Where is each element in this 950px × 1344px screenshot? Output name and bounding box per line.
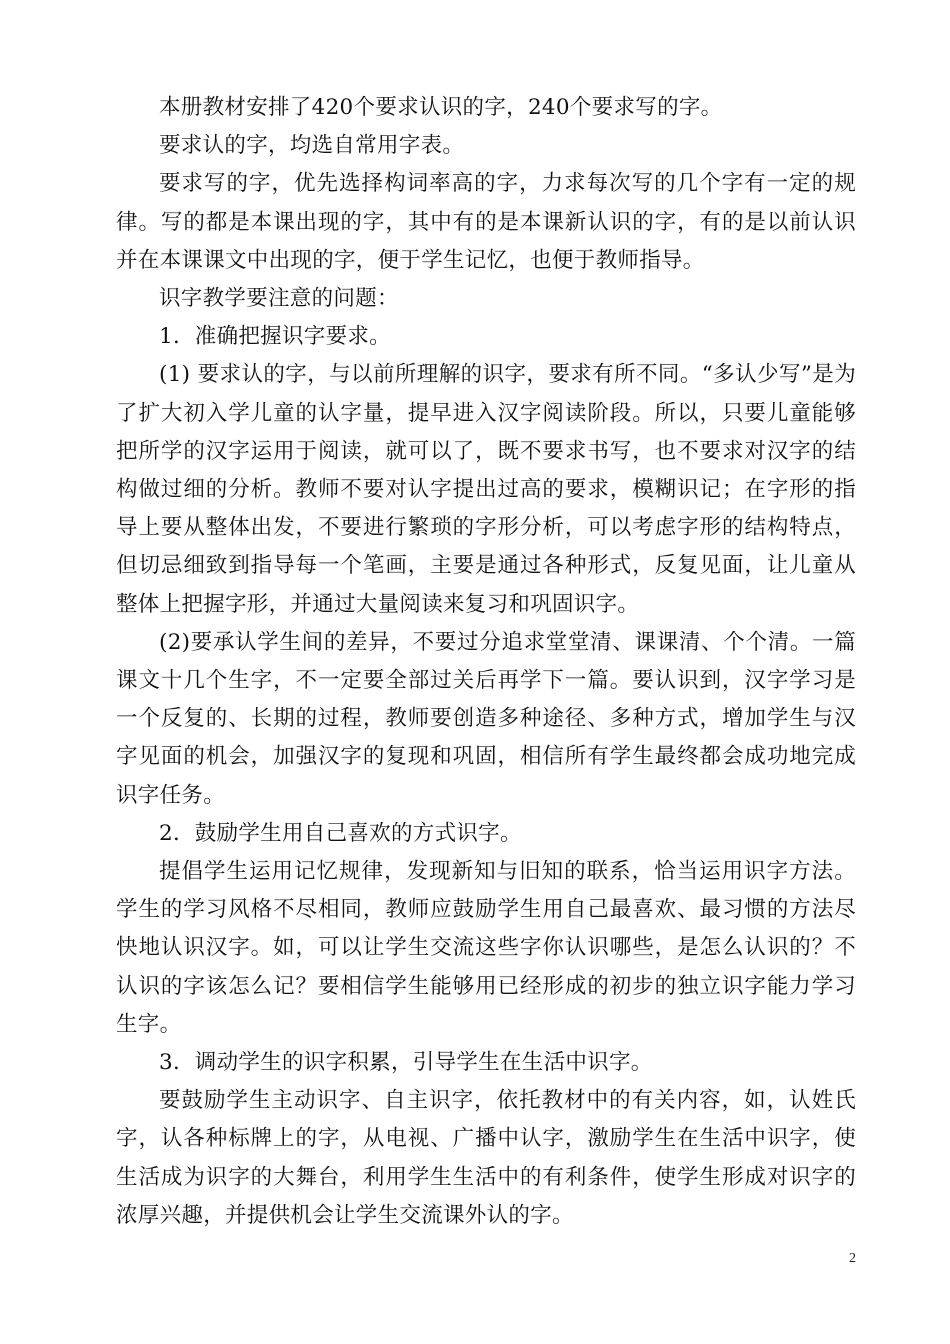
paragraph-writing-selection: 要求写的字，优先选择构词率高的字，力求每次写的几个字有一定的规律。写的都是本课出现的字，其中有的是本课新认识的字，有的是以前认识并在本课课文中出现的字，便于学生记忆，也便于教师指导。 (116, 171, 856, 273)
paragraph-point-2-heading: 2．鼓励学生用自己喜欢的方式识字。 (159, 820, 522, 846)
paragraph-point-2-body: 提倡学生运用记忆规律，发现新知与旧知的联系，恰当运用识字方法。学生的学习风格不尽相同，教师应鼓励学生用自己最喜欢、最习惯的方法尽快地认识汉字。如，可以让学生交流这些字你认识哪些，是怎么认识的？不认识的字该怎么记？要相信学生能够用已经形成的初步的独立识字能力学习生字。 (116, 859, 856, 1037)
paragraph-point-1-sub-1: (1) 要求认的字，与以前所理解的识字，要求有所不同。“多认少写”是为了扩大初入学儿童的认字量，提早进入汉字阅读阶段。所以，只要儿童能够把所学的汉字运用于阅读，就可以了，既不要求书写，也不要求对汉字的结构做过细的分析。教师不要对认字提出过高的要求，模糊识记；在字形的指导上要从整体出发，不要进行繁琐的字形分析，可以考虑字形的结构特点，但切忌细致到指导每一个笔画，主要是通过各种形式，反复见面，让儿童从整体上把握字形，并通过大量阅读来复习和巩固识字。 (116, 362, 856, 617)
document-body (116, 89, 856, 1235)
paragraph-point-1-heading: 1．准确把握识字要求。 (159, 324, 391, 350)
page-number: 2 (849, 1251, 856, 1266)
paragraph-recognition-source: 要求认的字，均选自常用字表。 (159, 133, 465, 159)
paragraph-point-1-sub-2: (2)要承认学生间的差异，不要过分追求堂堂清、课课清、个个清。一篇课文十几个生字，不一定要全部过关后再学下一篇。要认识到，汉字学习是一个反复的、长期的过程，教师要创造多种途径、多种方式，增加学生与汉字见面的机会，加强汉字的复现和巩固，相信所有学生最终都会成功地完成识字任务。 (116, 629, 856, 808)
paragraph-point-3-body: 要鼓励学生主动识字、自主识字，依托教材中的有关内容，如，认姓氏字，认各种标牌上的字，从电视、广播中认字，激励学生在生活中识字，使生活成为识字的大舞台，利用学生生活中的有利条件，使学生形成对识字的浓厚兴趣，并提供机会让学生交流课外认的字。 (116, 1088, 856, 1228)
paragraph-point-3-heading: 3．调动学生的识字积累，引导学生在生活中识字。 (159, 1050, 653, 1076)
paragraph-issues-heading: 识字教学要注意的问题： (159, 286, 399, 312)
paragraph-textbook-character-count: 本册教材安排了420个要求认识的字，240个要求写的字。 (159, 95, 723, 120)
